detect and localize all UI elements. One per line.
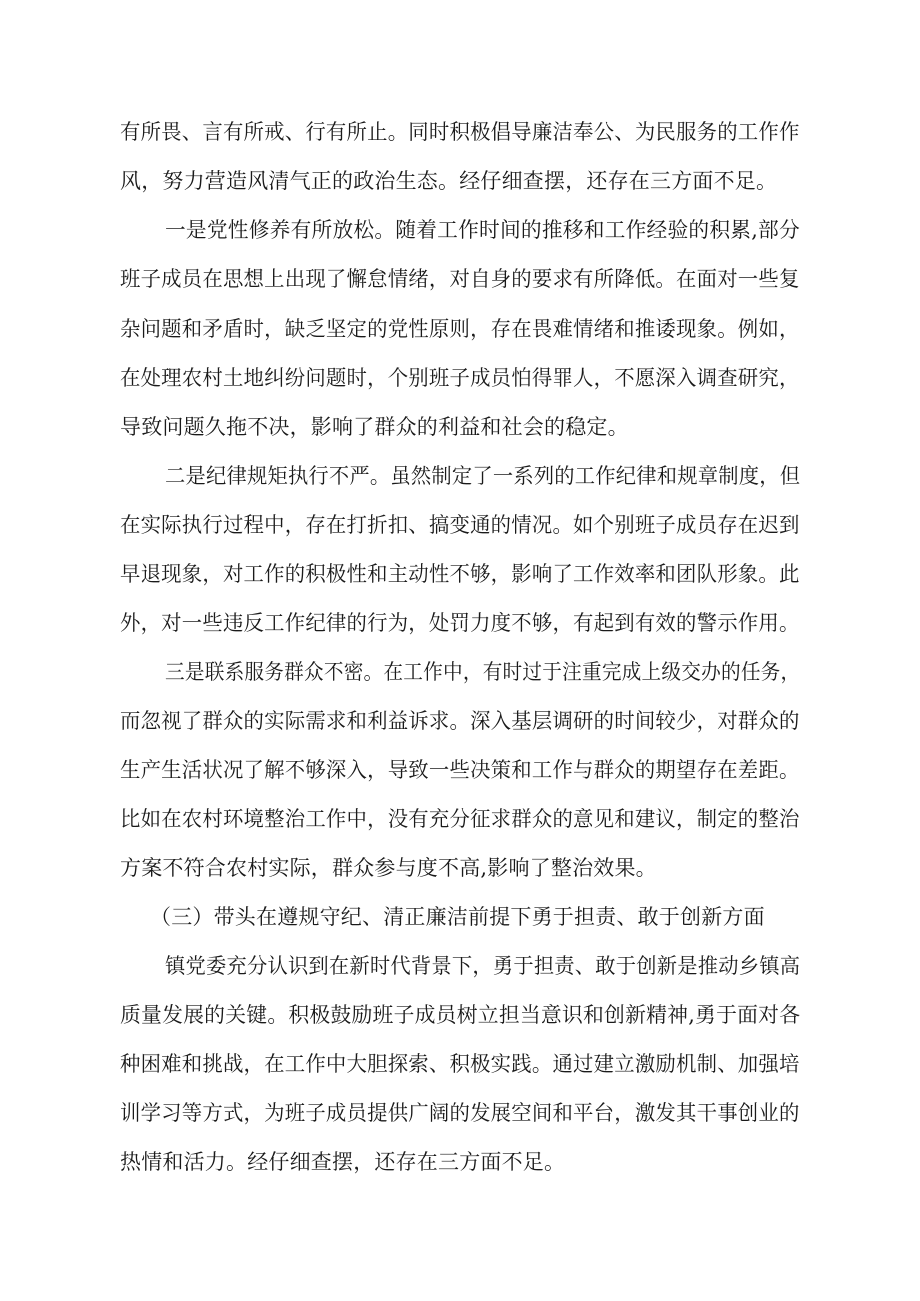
text-line: 镇党委充分认识到在新时代背景下，勇于担责、敢于创新是推动乡镇高: [165, 954, 801, 978]
text-line: 班子成员在思想上出现了懈怠情绪，对自身的要求有所降低。在面对一些复: [120, 267, 800, 291]
text-line: 热情和活力。经仔细查摆，还存在三方面不足。: [120, 1150, 566, 1174]
text-line: 二是纪律规矩执行不严。虽然制定了一系列的工作纪律和规章制度，但: [165, 464, 801, 488]
text-line: 在实际执行过程中，存在打折扣、搞变通的情况。如个别班子成员存在迟到: [120, 513, 800, 537]
text-line: 种困难和挑战，在工作中大胆探索、积极实践。通过建立激励机制、加强培: [120, 1052, 800, 1076]
text-line: 早退现象，对工作的积极性和主动性不够，影响了工作效率和团队形象。此: [120, 562, 800, 586]
section-heading: （三）带头在遵规守纪、清正廉洁前提下勇于担责、敢于创新方面: [150, 905, 765, 929]
text-line: 导致问题久拖不决，影响了群众的利益和社会的稳定。: [120, 415, 629, 439]
text-line: 一是党性修养有所放松。随着工作时间的推移和工作经验的积累,部分: [165, 218, 800, 242]
text-line: 在处理农村土地纠纷问题时，个别班子成员怕得罪人，不愿深入调查研究，: [120, 366, 800, 390]
text-line: 外，对一些违反工作纪律的行为，处罚力度不够，有起到有效的警示作用。: [120, 611, 800, 635]
text-line: 风，努力营造风清气正的政治生态。经仔细查摆，还存在三方面不足。: [120, 169, 778, 193]
text-line: 而忽视了群众的实际需求和利益诉求。深入基层调研的时间较少，对群众的: [120, 709, 800, 733]
text-line: 质量发展的关键。积极鼓励班子成员树立担当意识和创新精神,勇于面对各: [120, 1003, 801, 1027]
text-line: 杂问题和矛盾时，缺乏坚定的党性原则，存在畏难情绪和推诿现象。例如，: [120, 317, 800, 341]
text-line: 训学习等方式，为班子成员提供广阔的发展空间和平台，激发其干事创业的: [120, 1101, 800, 1125]
text-line: 方案不符合农村实际，群众参与度不高,影响了整治效果。: [120, 856, 657, 880]
text-line: 三是联系服务群众不密。在工作中，有时过于注重完成上级交办的任务，: [165, 660, 801, 684]
text-line: 有所畏、言有所戒、行有所止。同时积极倡导廉洁奉公、为民服务的工作作: [120, 120, 800, 144]
text-line: 生产生活状况了解不够深入，导致一些决策和工作与群众的期望存在差距。: [120, 758, 800, 782]
text-line: 比如在农村环境整治工作中，没有充分征求群众的意见和建议，制定的整治: [120, 807, 800, 831]
